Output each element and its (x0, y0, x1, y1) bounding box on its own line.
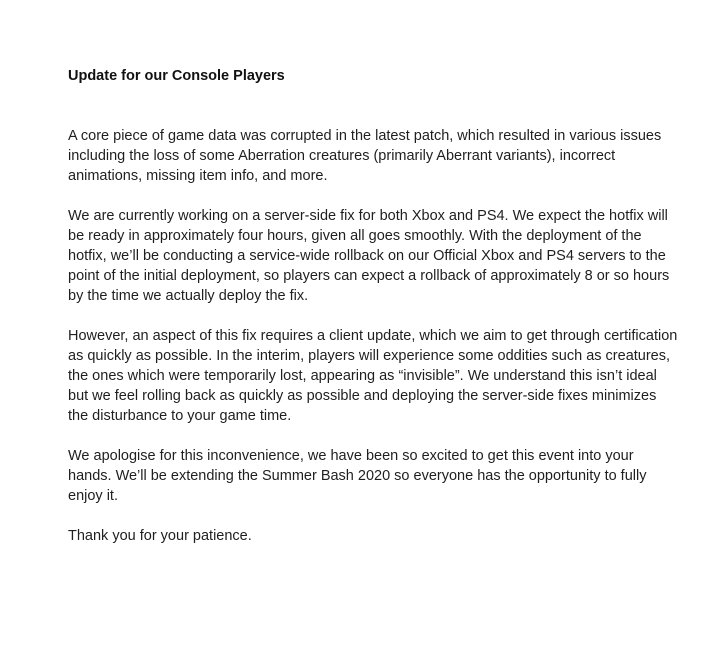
document-body (68, 126, 678, 546)
paragraph-thanks: Thank you for your patience. (68, 528, 252, 544)
document-title: Update for our Console Players (68, 68, 285, 84)
paragraph-apology: We apologise for this inconvenience, we have been so excited to get this event into your hands. We’ll be extending the Summer Bash 2020 so everyone has the opportunity to fully enjoy it. (68, 448, 647, 504)
document (68, 66, 678, 566)
paragraph-server-fix: We are currently working on a server-side fix for both Xbox and PS4. We expect the hotfix will be ready in approximately four hours, given all goes smoothly. With the deployment of the hotfix, we’ll be conducting a service-wide rollback on our Official Xbox and PS4 servers to the point of the initial deployment, so players can expect a rollback of approximately 8 or so hours by the time we actually deploy the fix. (68, 208, 670, 304)
paragraph-client-update: However, an aspect of this fix requires a client update, which we aim to get through certification as quickly as possible. In the interim, players will experience some oddities such as creatures, the ones which were temporarily lost, appearing as “invisible”. We understand this isn’t ideal but we feel rolling back as quickly as possible and deploying the server-side fixes minimizes the disturbance to your game time. (68, 328, 678, 424)
paragraph-intro: A core piece of game data was corrupted in the latest patch, which resulted in various issues including the loss of some Aberration creatures (primarily Aberrant variants), incorrect animations, missing item info, and more. (68, 128, 662, 184)
